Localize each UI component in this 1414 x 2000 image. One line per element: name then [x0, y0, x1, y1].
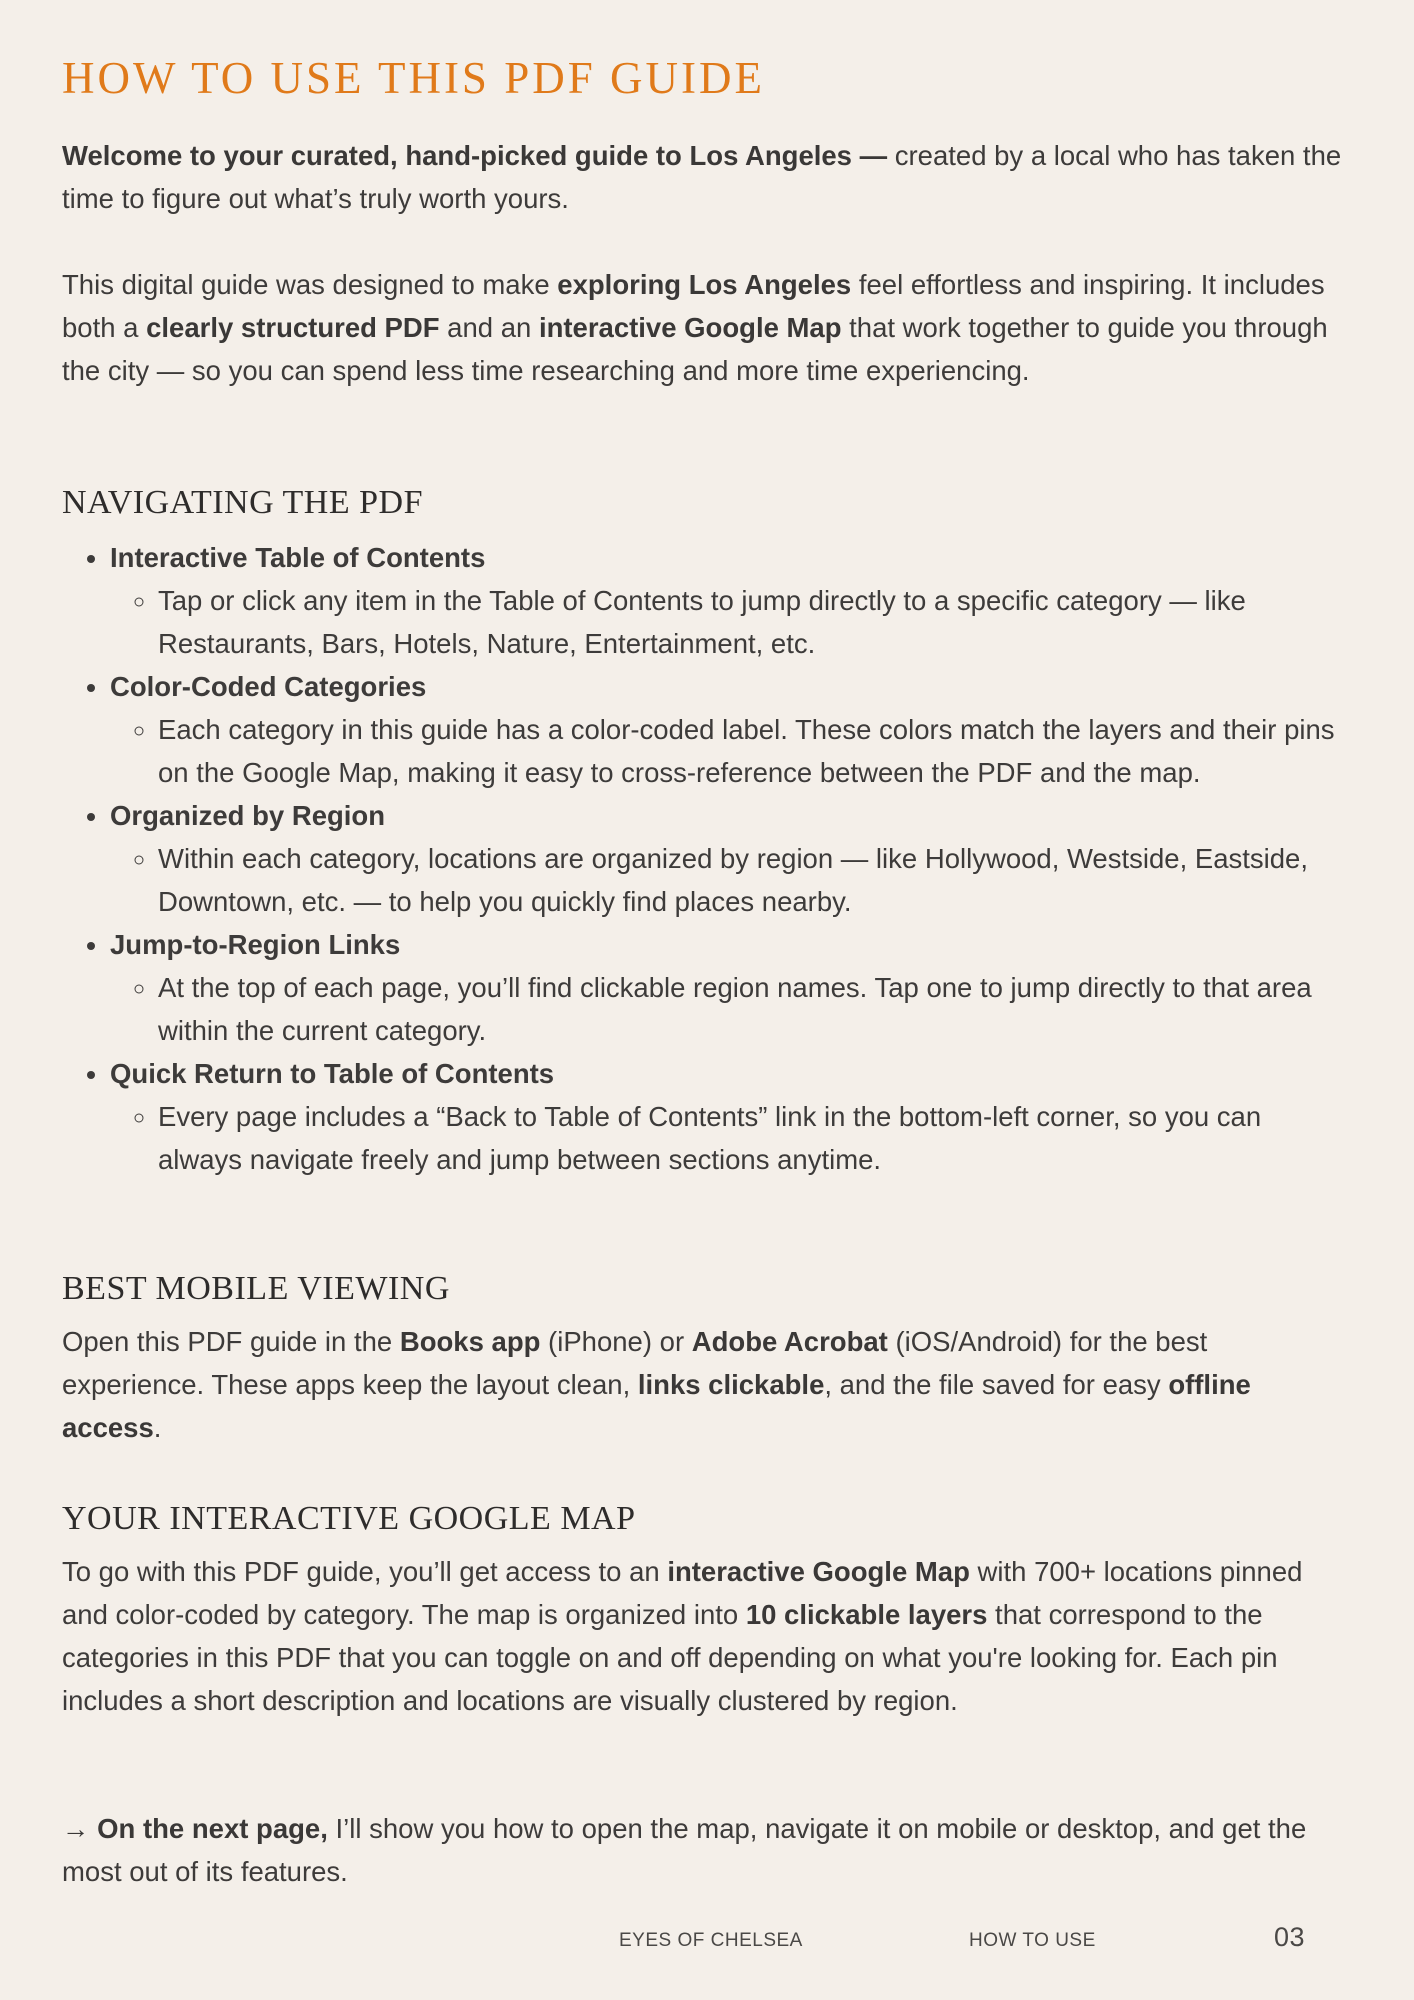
list-subitem: ◦ Tap or click any item in the Table of Contents to jump directly to a specific category — like Restaurants, Bars, Hotels, Nature, Entertainment, etc. — [158, 579, 1352, 665]
intro-paragraph-2: This digital guide was designed to make exploring Los Angeles feel effortless and inspiring. It includes both a clearly structured PDF and an interactive Google Map that work together to guide you through the city — so you can spend less time researching and more time experiencing. — [62, 269, 1328, 386]
list-subitem: ◦ Within each category, locations are organized by region — like Hollywood, Westside, Eastside, Downtown, etc. — to help you quickly find places nearby. — [158, 837, 1352, 923]
list-item: • Color-Coded Categories ◦ Each category in this guide has a color-coded label. These colors match the layers and their pins on the Google Map, making it easy to cross-reference between the PDF and the map. — [110, 665, 1352, 794]
page-title: HOW TO USE THIS PDF GUIDE — [62, 53, 765, 103]
intro-bold: Welcome to your curated, hand-picked guide to Los Angeles — — [62, 140, 888, 171]
list-subitem: ◦ At the top of each page, you’ll find clickable region names. Tap one to jump directly to that area within the current category. — [158, 966, 1352, 1052]
mobile-paragraph: Open this PDF guide in the Books app (iPhone) or Adobe Acrobat (iOS/Android) for the best experience. These apps keep the layout clean, links clickable, and the file saved for easy offline access. — [62, 1326, 1251, 1443]
section-heading-mobile: BEST MOBILE VIEWING — [62, 1270, 450, 1307]
list-item: • Organized by Region ◦ Within each category, locations are organized by region — like Hollywood, Westside, Eastside, Downtown, etc. — to help you quickly find places nearby. — [110, 794, 1352, 923]
page-number: 03 — [1274, 1922, 1306, 1952]
map-paragraph: To go with this PDF guide, you’ll get access to an interactive Google Map with 700+ locations pinned and color-coded by category. The map is organized into 10 clickable layers that correspond to the categories in this PDF that you can toggle on and off depending on what you're looking for. Each pin includes a short description and locations are visually clustered by region. — [62, 1556, 1303, 1716]
intro-paragraph-1: Welcome to your curated, hand-picked guide to Los Angeles — created by a local who has taken the time to figure out what’s truly worth yours. — [62, 140, 1342, 214]
list-item: • Interactive Table of Contents ◦ Tap or click any item in the Table of Contents to jump directly to a specific category — like Restaurants, Bars, Hotels, Nature, Entertainment, etc. — [110, 536, 1352, 665]
navigating-list — [62, 536, 1352, 1181]
footer-brand: EYES OF CHELSEA — [619, 1930, 803, 1951]
next-page-paragraph: → On the next page, I’ll show you how to open the map, navigate it on mobile or desktop, and get the most out of its features. — [62, 1813, 1307, 1887]
list-subitem: ◦ Every page includes a “Back to Table of Contents” link in the bottom-left corner, so you can always navigate freely and jump between sections anytime. — [158, 1095, 1352, 1181]
section-heading-navigating: NAVIGATING THE PDF — [62, 484, 423, 521]
list-item: • Quick Return to Table of Contents ◦ Every page includes a “Back to Table of Contents” link in the bottom-left corner, so you can always navigate freely and jump between sections anytime. — [110, 1052, 1352, 1181]
list-subitem: ◦ Each category in this guide has a color-coded label. These colors match the layers and their pins on the Google Map, making it easy to cross-reference between the PDF and the map. — [158, 708, 1352, 794]
section-heading-map: YOUR INTERACTIVE GOOGLE MAP — [62, 1500, 636, 1537]
arrow-right-icon: → — [62, 1813, 90, 1844]
footer-section: HOW TO USE — [969, 1930, 1096, 1951]
list-item: • Jump-to-Region Links ◦ At the top of each page, you’ll find clickable region names. Tap one to jump directly to that area within the current category. — [110, 923, 1352, 1052]
